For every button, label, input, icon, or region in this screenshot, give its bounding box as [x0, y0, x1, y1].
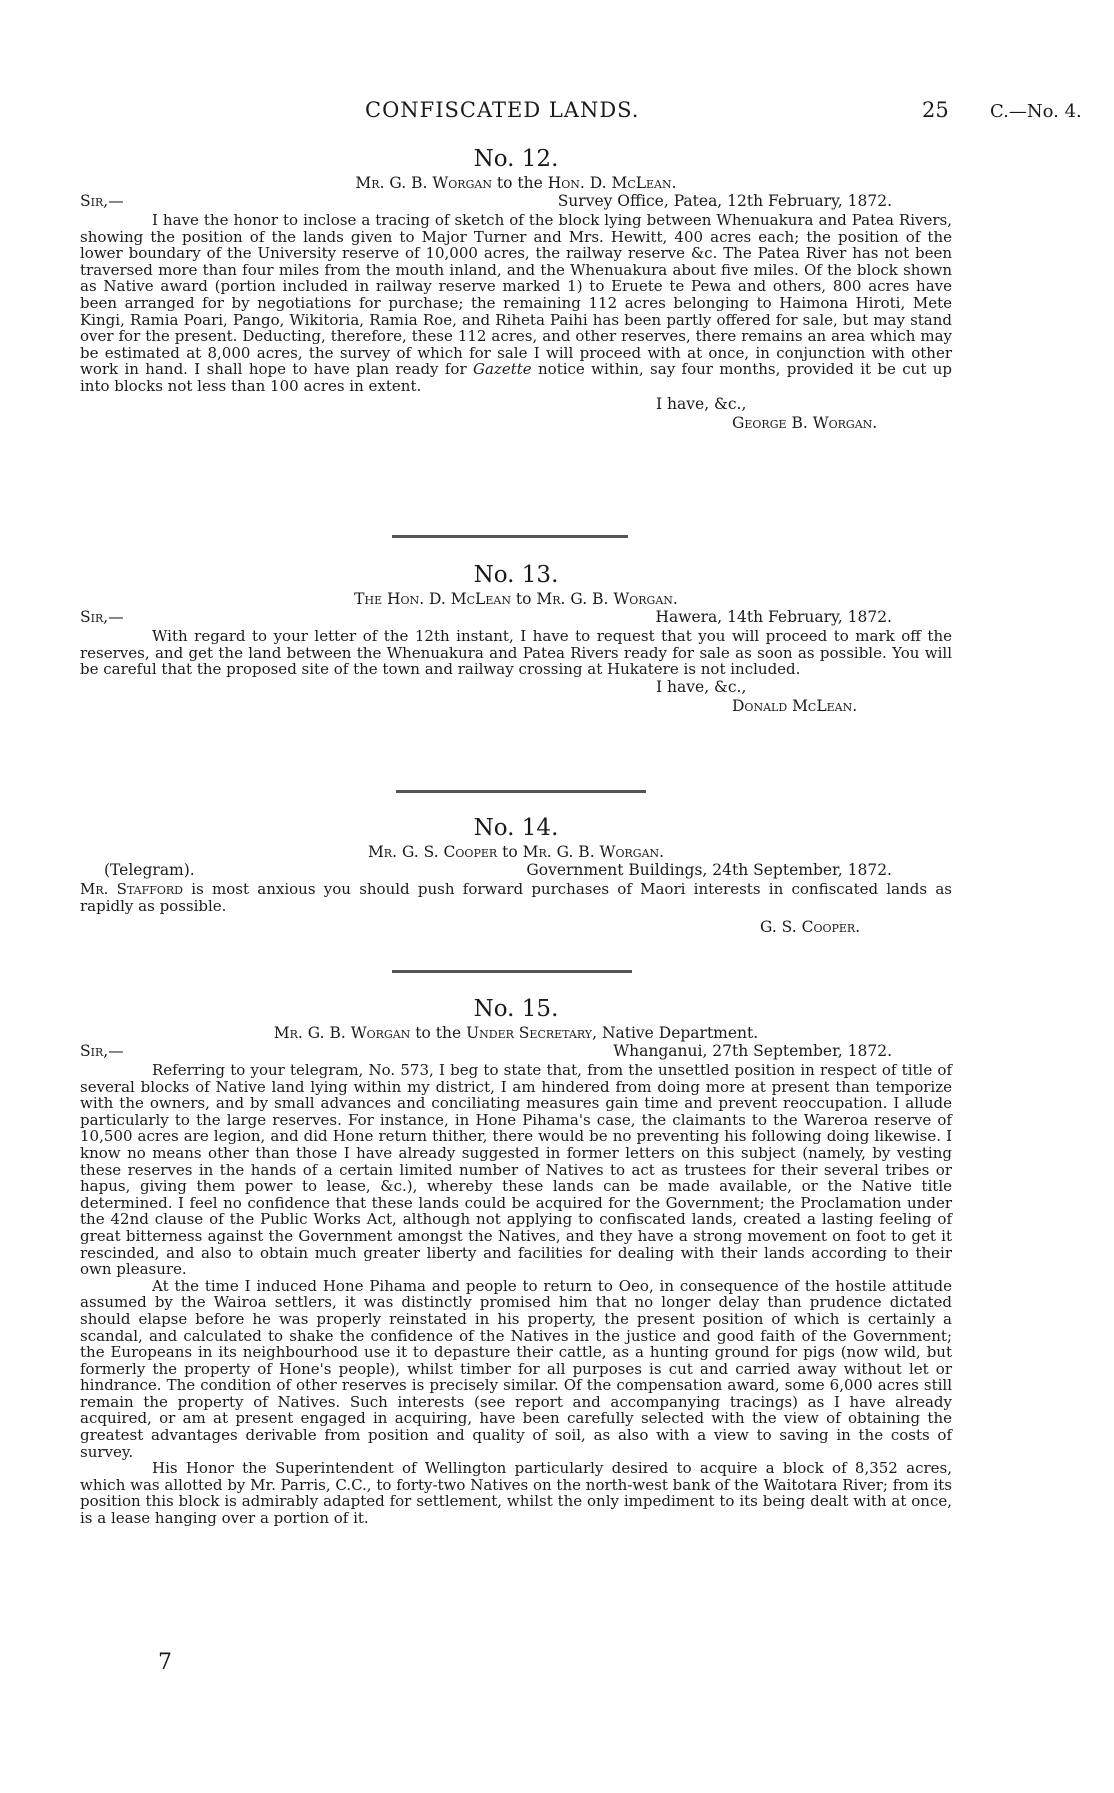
signature: G. S. Cooper. [760, 918, 861, 937]
address-date: Whanganui, 27th September, 1872. [613, 1042, 892, 1060]
letter-heading: The Hon. D. McLean to Mr. G. B. Worgan. [354, 590, 678, 608]
address-date: Hawera, 14th February, 1872. [655, 608, 892, 626]
letter-no-15 [80, 996, 952, 1527]
letter-no-12 [80, 146, 952, 433]
letter-meta [80, 861, 952, 881]
letter-meta [80, 608, 952, 628]
paragraph: With regard to your letter of the 12th instant, I have to request that you will proceed to mark off the reserves, and get the land between the Whenuakura and Patea Rivers ready for sale as soon as possible. You will be careful that the proposed site of the town and railway crossing at Hukatere is not included. [80, 627, 952, 679]
address-date: Government Buildings, 24th September, 1872. [526, 861, 892, 879]
signature: Donald McLean. [732, 696, 858, 715]
salutation: Sir,— [80, 1042, 124, 1060]
telegram-label: (Telegram). [104, 861, 195, 879]
letter-body [80, 212, 952, 395]
letter-number: No. 13. [473, 562, 559, 588]
letter-closing [80, 918, 952, 937]
salutation: Sir,— [80, 608, 124, 626]
letter-closing [80, 678, 952, 716]
signature: George B. Worgan. [732, 413, 878, 432]
folio-signature-mark: 7 [158, 1650, 172, 1675]
paragraph: I have the honor to inclose a tracing of sketch of the block lying between Whenuakura and Patea Rivers, showing the position of the lands given to Major Turner and Mrs. Hewitt, 400 acres each; the position of the lower boundary of the University reserve of 10,000 acres, the railway reserve &c. The Patea River has not been traversed more than four miles from the mouth inland, and the Whenuakura about five miles. Of the block shown as Native award (portion included in railway reserve marked 1) to Eruete te Pewa and others, 800 acres have been arranged for by negotiations for purchase; the remaining 112 acres belonging to Haimona Hiroti, Mete Kingi, Ramia Poari, Pango, Wikitoria, Ramia Roe, and Riheta Paihi has been partly offered for sale, but may stand over for the present. Deducting, therefore, these 112 acres, and other reserves, there remains an area which may be estimated at 8,000 acres, the survey of which for sale I will proceed with at once, in conjunction with other work in hand. I shall hope to have plan ready for Gazette notice within, say four months, provided it be cut up into blocks not less than 100 acres in extent. [80, 211, 952, 395]
letter-heading: Mr. G. B. Worgan to the Hon. D. McLean. [355, 174, 677, 192]
letter-no-14 [80, 815, 952, 937]
paragraph: At the time I induced Hone Pihama and people to return to Oeo, in consequence of the hostile attitude assumed by the Wairoa settlers, it was distinctly promised him that no longer delay than prudence dictated should elapse before he was properly reinstated in his property, the present position of which is certainly a scandal, and calculated to shake the confidence of the Natives in the justice and good faith of the Government; the Europeans in its neighbourhood use it to depasture their cattle, as a hunting ground for pigs (now wild, but formerly the property of Hone's people), whilst timber for all purposes is cut and carried away without let or hindrance. The condition of other reserves is precisely similar. Of the compensation award, some 6,000 acres still remain the property of Natives. Such interests (see report and accompanying tracings) as I have already acquired, or am at present engaged in acquiring, have been carefully selected with the view of obtaining the greatest advantages derivable from position and quality of soil, as also with a view to saving in the costs of survey. [80, 1276, 952, 1461]
salutation: Sir,— [80, 192, 124, 210]
running-head [0, 98, 1114, 128]
letter-no-13 [80, 562, 952, 716]
paragraph: His Honor the Superintendent of Wellington particularly desired to acquire a block of 8,352 acres, which was allotted by Mr. Parris, C.C., to forty-two Natives on the north-west bank of the Waitotara River; from its position this block is admirably adapted for settlement, whilst the only impediment to its being dealt with at once, is a lease hanging over a portion of it. [80, 1459, 952, 1528]
section-divider [392, 970, 632, 973]
closing: I have, &c., [656, 677, 747, 696]
letter-body [80, 1062, 952, 1527]
letter-number: No. 12. [473, 146, 559, 172]
letter-meta [80, 192, 952, 212]
section-divider [396, 790, 646, 793]
letter-closing [80, 395, 952, 433]
section-divider [392, 535, 628, 538]
letter-body [80, 628, 952, 678]
paragraph: Referring to your telegram, No. 573, I beg to state that, from the unsettled position in respect of title of several blocks of Native land lying within my district, I am hindered from doing more at present than temporize with the owners, and by small advances and conciliating measures gain time and prevent reoccupation. I allude particularly to the large reserves. For instance, in Hone Pihama's case, the claimants to the Wareroa reserve of 10,500 acres are legion, and did Hone return thither, there would be no preventing his following doing likewise. I know no means other than those I have already suggested in former letters on this subject (namely, by vesting these reserves in the hands of a certain limited number of Natives to act as trustees for their several tribes or hapus, giving them power to lease, &c.), whereby these lands can be made available, or the Native title determined. I feel no confidence that these lands could be acquired for the Government; the Proclamation under the 42nd clause of the Public Works Act, although not applying to confiscated lands, created a lasting feeling of great bitterness against the Government amongst the Natives, and they have a strong movement on foot to get it rescinded, and also to obtain much greater liberty and facilities for dealing with their lands according to their own pleasure. [80, 1061, 952, 1279]
closing: I have, &c., [656, 394, 747, 413]
letter-heading: Mr. G. S. Cooper to Mr. G. B. Worgan. [367, 843, 665, 861]
paragraph: Mr. Stafford is most anxious you should push forward purchases of Maori interests in confiscated lands as rapidly as possible. [80, 880, 952, 915]
address-date: Survey Office, Patea, 12th February, 1872. [557, 192, 892, 210]
page-number: 25 [922, 98, 949, 122]
document-reference: C.—No. 4. [990, 101, 1082, 122]
letter-meta [80, 1042, 952, 1062]
letter-body [80, 881, 952, 914]
letter-heading: Mr. G. B. Worgan to the Under Secretary, Native Department. [273, 1024, 759, 1042]
running-title: CONFISCATED LANDS. [365, 98, 640, 122]
letter-number: No. 14. [473, 815, 559, 841]
letter-number: No. 15. [473, 996, 559, 1022]
